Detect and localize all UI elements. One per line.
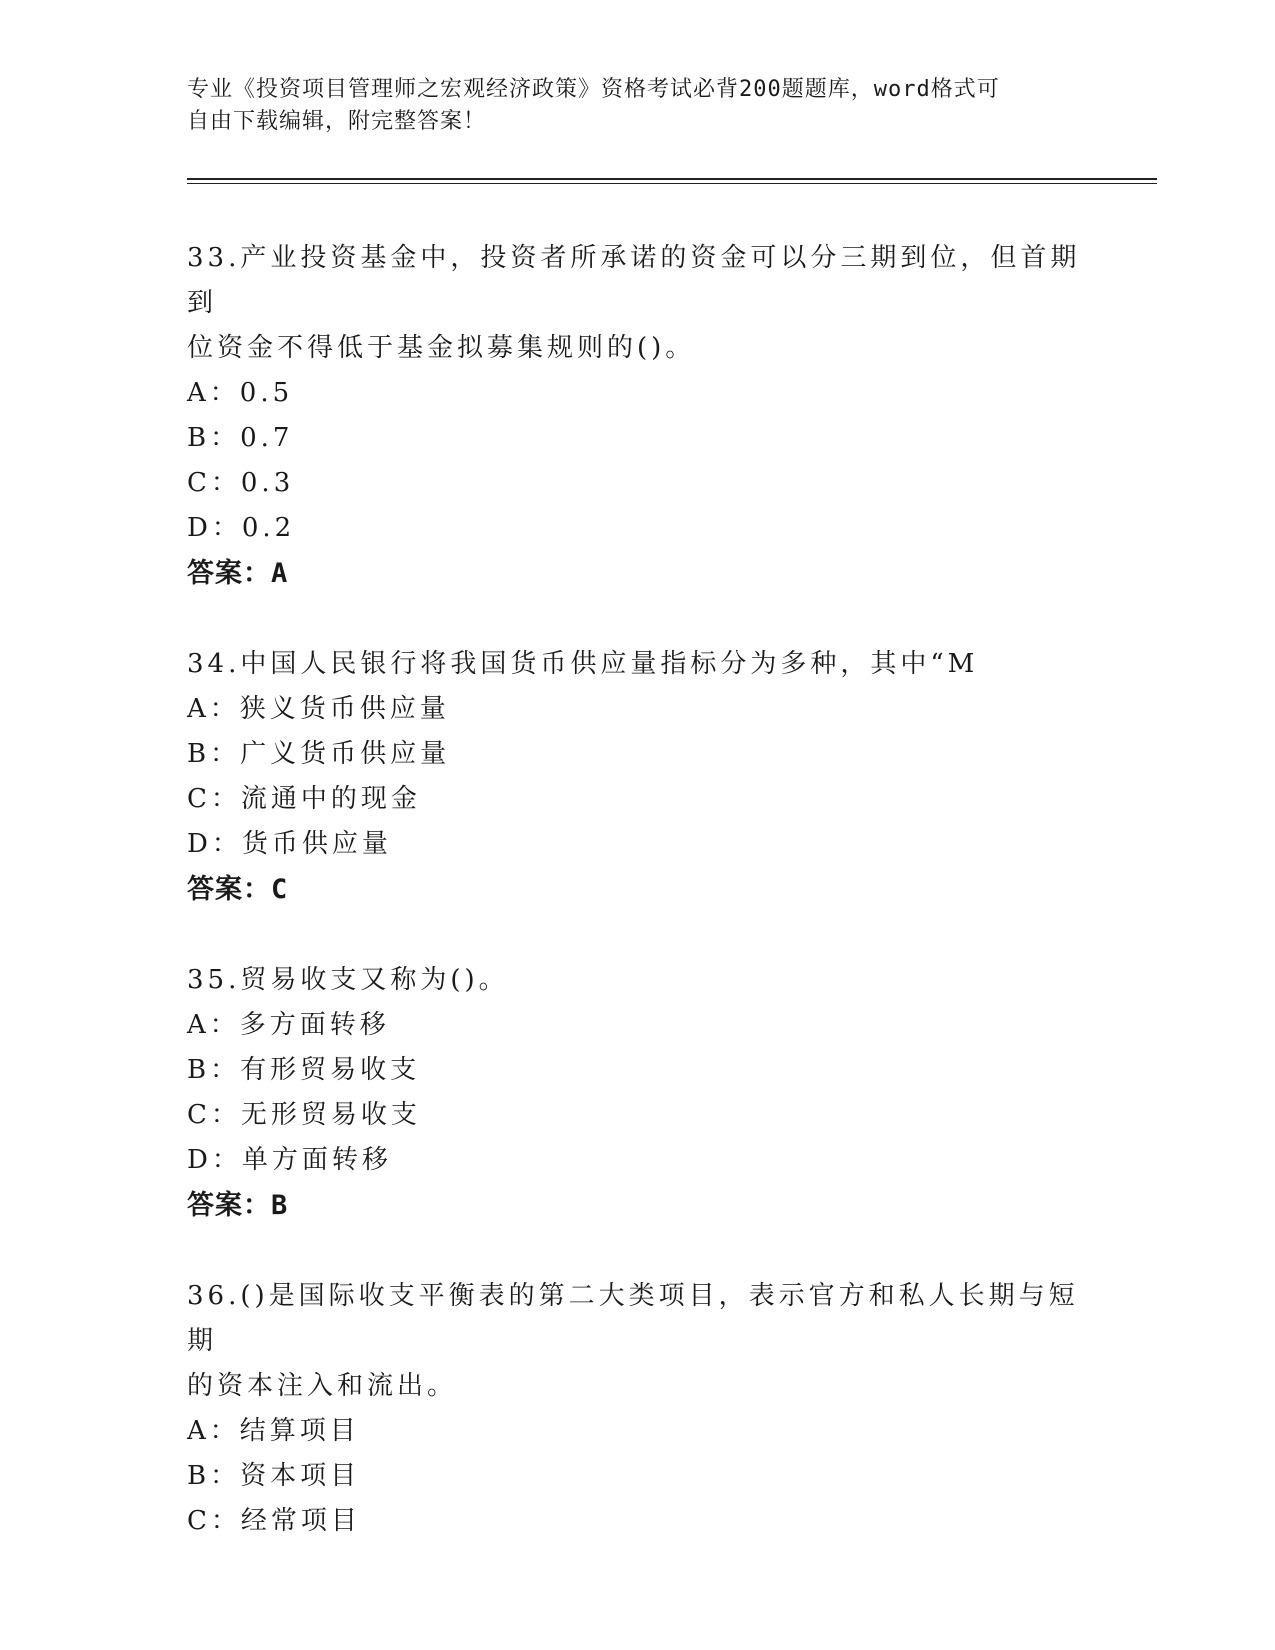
option-c: C：流通中的现金 [187,784,421,814]
answer-line: 答案：A [187,558,289,589]
option-c: C：0.3 [187,468,295,498]
option-a: A：狭义货币供应量 [187,694,450,724]
document-header [187,74,1067,138]
question-stem-line: 33.产业投资基金中，投资者所承诺的资金可以分三期到位，但首期到 [187,243,1081,318]
option-b: B：有形贸易收支 [187,1055,421,1085]
question-33 [187,236,1087,596]
option-d: D：货币供应量 [187,829,392,859]
option-d: D：单方面转移 [187,1145,392,1175]
answer-line: 答案：B [187,1190,289,1221]
option-b: B：0.7 [187,423,294,453]
option-b: B：广义货币供应量 [187,739,451,769]
option-b: B：资本项目 [187,1461,361,1491]
question-36 [187,1274,1087,1544]
option-a: A：结算项目 [187,1416,360,1446]
question-list [187,236,1087,1590]
header-divider-bottom [187,183,1157,184]
header-line-1: 专业《投资项目管理师之宏观经济政策》资格考试必背200题题库，word格式可 [187,77,1000,102]
question-stem-line: 的资本注入和流出。 [187,1371,458,1401]
option-c: C：经常项目 [187,1506,361,1536]
question-stem-line: 位资金不得低于基金拟募集规则的()。 [187,333,696,363]
question-34 [187,642,1087,912]
question-stem-line: 36.()是国际收支平衡表的第二大类项目，表示官方和私人长期与短期 [187,1281,1079,1356]
option-a: A：0.5 [187,378,294,408]
option-c: C：无形贸易收支 [187,1100,421,1130]
question-35 [187,958,1087,1228]
question-stem-line: 35.贸易收支又称为()。 [187,965,509,995]
option-a: A：多方面转移 [187,1010,390,1040]
header-line-2: 自由下载编辑，附完整答案！ [187,109,487,134]
header-divider-top [187,178,1157,180]
question-stem-line: 34.中国人民银行将我国货币供应量指标分为多种，其中“M [187,649,979,679]
option-d: D：0.2 [187,513,296,543]
answer-line: 答案：C [187,874,289,905]
